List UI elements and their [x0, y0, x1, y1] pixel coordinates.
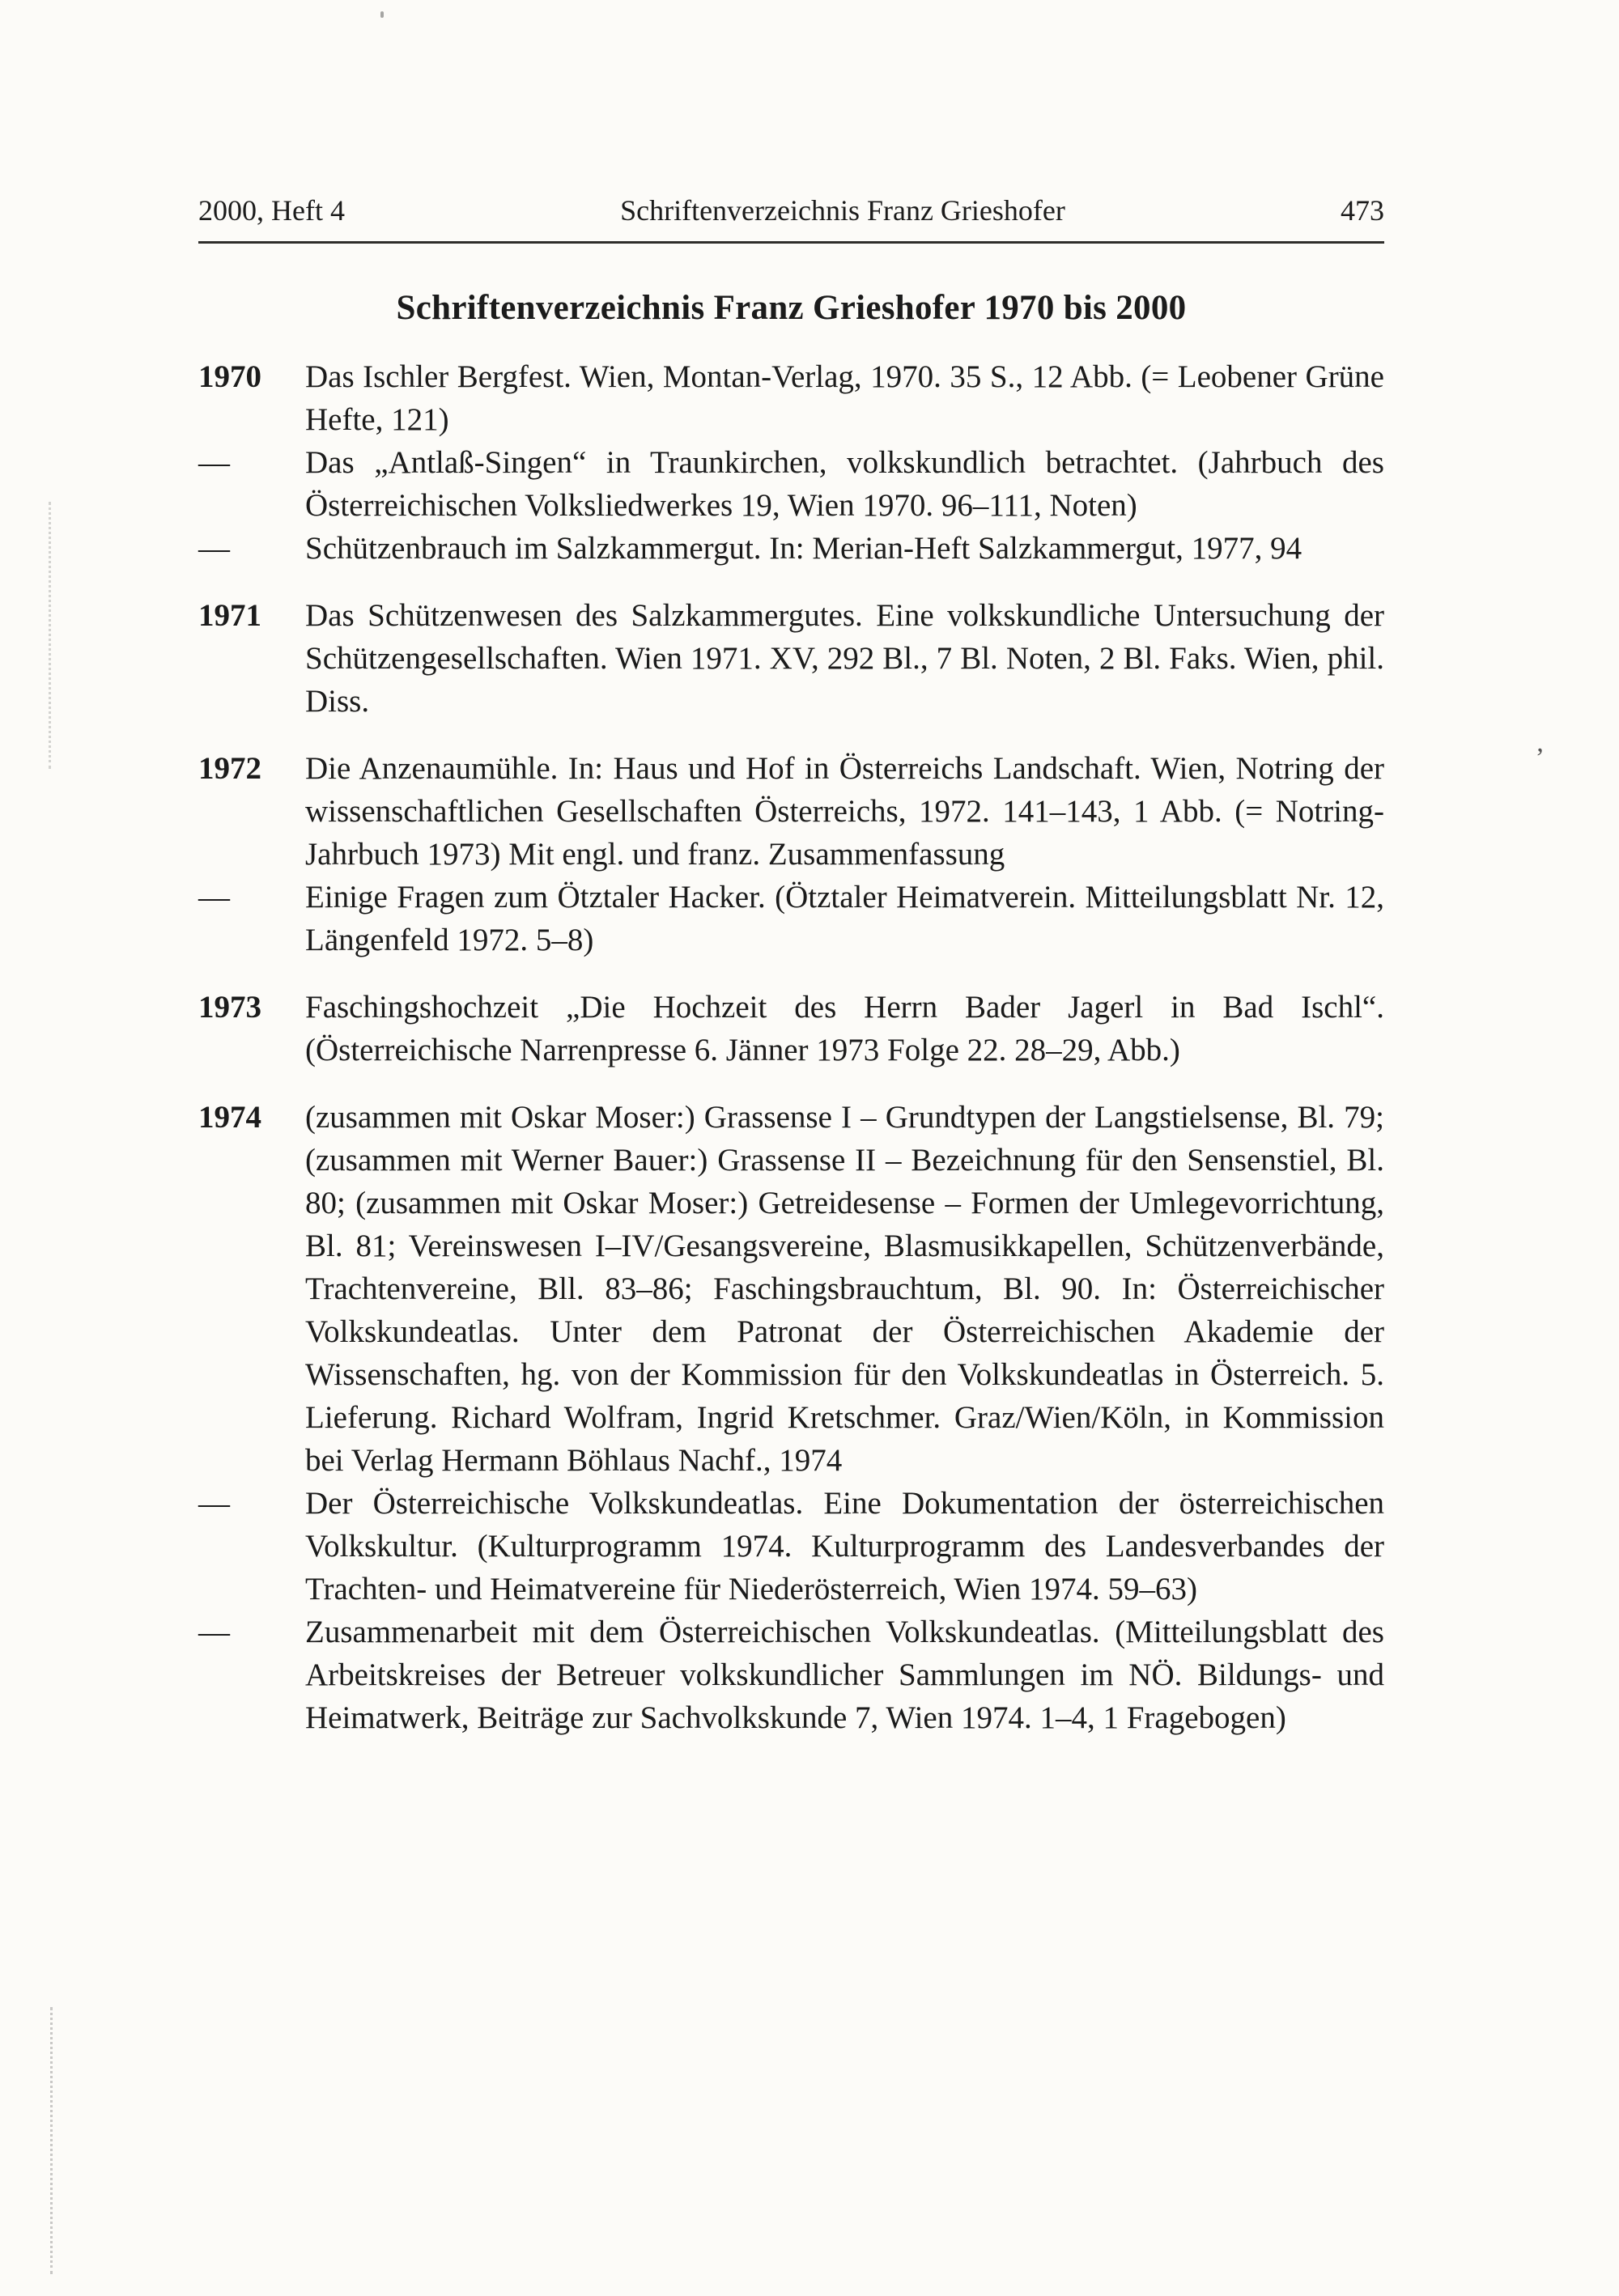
- bibliography-entry: [198, 986, 1384, 1072]
- entry-text: (zusammen mit Oskar Moser:) Grassense I – Grundtypen der Langstielsense, Bl. 79; (zusammen mit Werner Bauer:) Grassense II – Bezeichnung für den Sensenstiel, Bl. 80; (zusammen mit Oskar Moser:) Getreidesense – Formen der Umlegevorrichtung, Bl. 81; Vereinswesen I–IV/Gesangsvereine, Blasmusikkapellen, Schützenverbände, Trachtenvereine, Bll. 83–86; Faschingsbrauchtum, Bl. 90. In: Österreichischer Volkskundeatlas. Unter dem Patronat der Österreichischen Akademie der Wissenschaften, hg. von der Kommission für den Volkskundeatlas in Österreich. 5. Lieferung. Richard Wolfram, Ingrid Kretschmer. Graz/Wien/Köln, in Kommission bei Verlag Hermann Böhlaus Nachf., 1974: [305, 1100, 1384, 1478]
- bibliography-entry: [198, 876, 1384, 961]
- entry-text: Schützenbrauch im Salzkammergut. In: Merian-Heft Salzkammergut, 1977, 94: [305, 531, 1302, 566]
- bibliography-list: [198, 355, 1384, 1739]
- bibliography-entry: [198, 355, 1384, 441]
- entry-text: Die Anzenaumühle. In: Haus und Hof in Österreichs Landschaft. Wien, Notring der wissenschaftlichen Gesellschaften Österreichs, 1972. 141–143, 1 Abb. (= Notring-Jahrbuch 1973) Mit engl. und franz. Zusammenfassung: [305, 751, 1384, 872]
- scan-artifact-binding-marks: [49, 502, 51, 769]
- bibliography-entry: [198, 1611, 1384, 1739]
- entry-dash: —: [198, 1486, 230, 1521]
- bibliography-entry: [198, 747, 1384, 876]
- entry-text: Der Österreichische Volkskundeatlas. Eine Dokumentation der österreichischen Volkskultur. (Kulturprogramm 1974. Kulturprogramm des Landesverbandes der Trachten- und Heimatvereine für Niederösterreich, Wien 1974. 59–63): [305, 1486, 1384, 1606]
- entry-dash: —: [198, 880, 230, 915]
- header-page-number: 473: [1341, 194, 1384, 227]
- entry-dash: —: [198, 1615, 230, 1649]
- entry-text: Das „Antlaß-Singen“ in Traunkirchen, volkskundlich betrachtet. (Jahrbuch des Österreichischen Volksliedwerkes 19, Wien 1970. 96–111, Noten): [305, 445, 1384, 523]
- page-content: [198, 193, 1384, 1739]
- bibliography-entry: [198, 1096, 1384, 1482]
- header-rule: [198, 241, 1384, 244]
- entry-text: Das Ischler Bergfest. Wien, Montan-Verlag, 1970. 35 S., 12 Abb. (= Leobener Grüne Hefte, 121): [305, 359, 1384, 437]
- header-running-title: Schriftenverzeichnis Franz Grieshofer: [620, 194, 1065, 227]
- entry-text: Einige Fragen zum Ötztaler Hacker. (Ötztaler Heimatverein. Mitteilungsblatt Nr. 12, Längenfeld 1972. 5–8): [305, 880, 1384, 957]
- page-title: Schriftenverzeichnis Franz Grieshofer 1970 bis 2000: [396, 289, 1187, 327]
- entry-year: 1970: [198, 359, 261, 394]
- scan-artifact-speck: [380, 11, 384, 18]
- running-header: [198, 193, 1384, 228]
- entry-year: 1972: [198, 751, 261, 786]
- entry-dash: —: [198, 445, 230, 480]
- bibliography-entry: [198, 527, 1384, 570]
- entry-text: Das Schützenwesen des Salzkammergutes. Eine volkskundliche Untersuchung der Schützengesellschaften. Wien 1971. XV, 292 Bl., 7 Bl. Noten, 2 Bl. Faks. Wien, phil. Diss.: [305, 598, 1384, 719]
- entry-text: Zusammenarbeit mit dem Österreichischen Volkskundeatlas. (Mitteilungsblatt des Arbeitskreises der Betreuer volkskundlicher Sammlungen im NÖ. Bildungs- und Heimatwerk, Beiträge zur Sachvolkskunde 7, Wien 1974. 1–4, 1 Fragebogen): [305, 1615, 1384, 1735]
- scan-artifact-mark: ’: [1535, 743, 1545, 773]
- bibliography-entry: [198, 594, 1384, 723]
- entry-year: 1971: [198, 598, 261, 633]
- entry-dash: —: [198, 531, 230, 566]
- entry-text: Faschingshochzeit „Die Hochzeit des Herrn Bader Jagerl in Bad Ischl“. (Österreichische Narrenpresse 6. Jänner 1973 Folge 22. 28–29, Abb.): [305, 990, 1384, 1067]
- bibliography-entry: [198, 1482, 1384, 1611]
- bibliography-entry: [198, 441, 1384, 527]
- entry-year: 1973: [198, 990, 261, 1025]
- scan-artifact-binding-marks: [50, 2007, 53, 2274]
- header-issue: 2000, Heft 4: [198, 194, 345, 227]
- entry-year: 1974: [198, 1100, 261, 1135]
